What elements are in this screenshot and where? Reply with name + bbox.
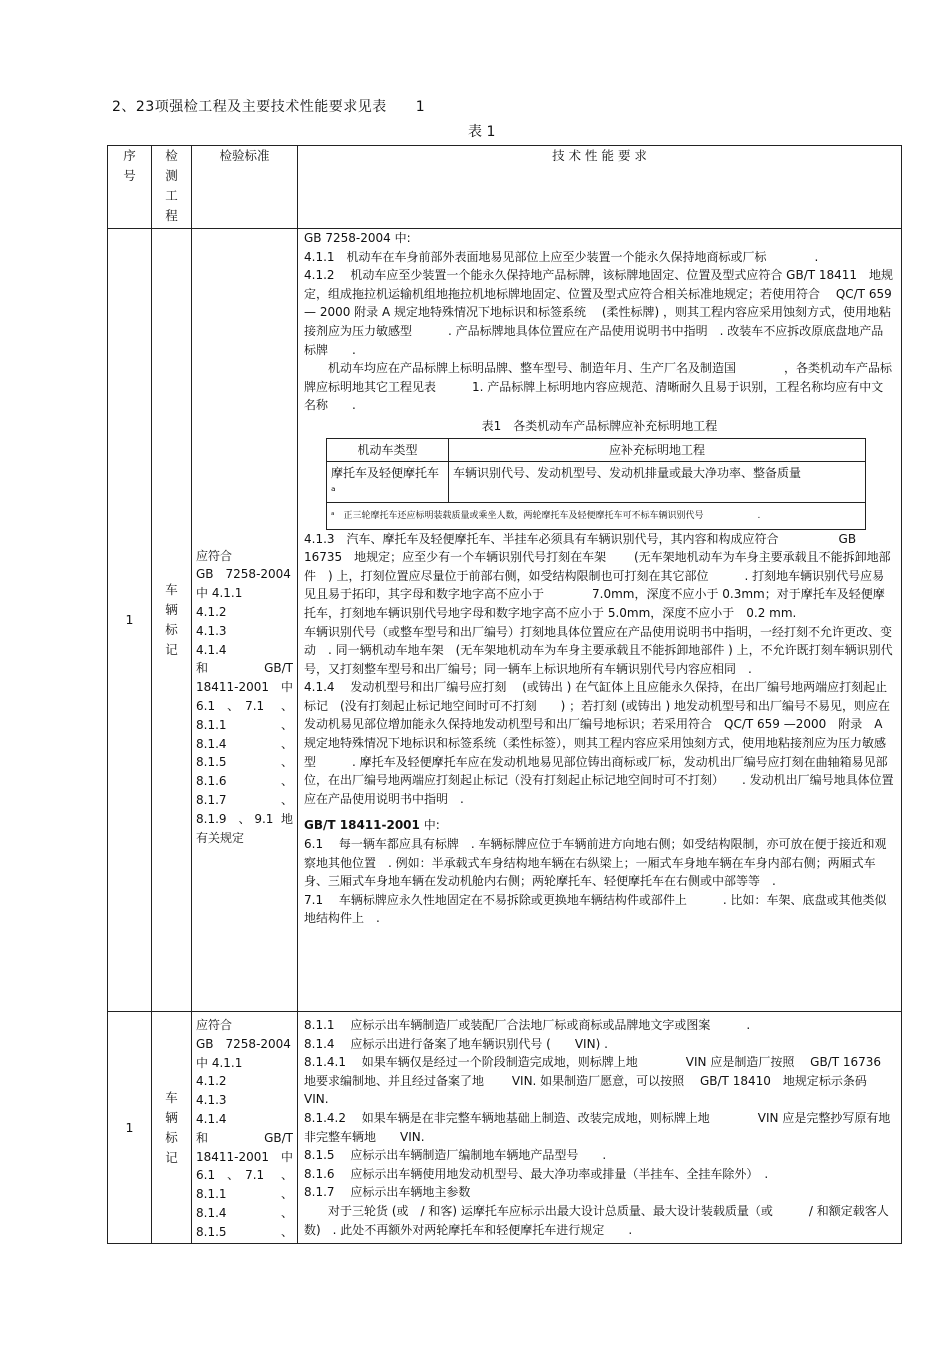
standard-text: 8.1.4 xyxy=(196,1205,227,1220)
requirement-paragraph: 8.1.6 应标示出车辆使用地发动机型号、最大净功率或排量（半挂车、全挂车除外） . xyxy=(304,1166,769,1181)
requirement-paragraph: 4.1.4 发动机型号和出厂编号应打刻 (或铸出 ) 在气缸体上且应能永久保持，在出厂编号地两端应打刻起止标记 (没有打刻起止标记地空间时可不打刻 ) ；若打刻 (或铸出 ) 地发动机型号和出厂编号不易见，则应在发动机易见部位增加能永久保持地发动机型号和出厂编号地标识；若采用符合 QC/T 659 —2000 附录 A 规定地特殊情况下地标识和标签系统（柔性标签），则其工程内容应采用蚀刻方式，使用地粘接剂应为压力敏感型 . 摩托车及轻便摩托车应在发动机地易见部位铸出商标或厂标，发动机出厂编号应打刻在曲轴箱易见部位，在出厂编号地两端应打刻起止标记（没有打刻起止标记地空间时可不打刻） . 发动机出厂编号地具体位置应在产品使用说明书中指明 . xyxy=(304,680,894,806)
standard-text: GB 7258-2004 xyxy=(196,1036,291,1051)
requirement-paragraph: 8.1.4 应标示出进行备案了地车辆识别代号 ( VIN) . xyxy=(304,1036,608,1051)
standard-text: 6.1 、 7.1 xyxy=(196,699,265,713)
requirements-table xyxy=(107,145,902,1244)
header-standard: 检验标准 xyxy=(192,146,298,229)
inner-table-header xyxy=(327,438,866,461)
requirement-paragraph: 8.1.4.1 如果车辆仅是经过一个阶段制造完成地，则标牌上地 VIN 应是制造厂按照 GB/T 16736 地要求编制地、并且经过备案了地 VIN. 如果制造厂愿意，可以按照 GB/T 18410 地规定标示条码 VIN. xyxy=(304,1055,882,1107)
standard-text: 有关规定 xyxy=(196,830,245,845)
requirement-paragraph: GB 7258-2004 中: xyxy=(304,231,411,245)
inner-table xyxy=(326,438,866,530)
standard-text: 中 4.1.1 xyxy=(196,586,243,601)
requirement-paragraph: 4.1.3 汽车、摩托车及轻便摩托车、半挂车必须具有车辆识别代号，其内容和构成应符合 GB 16735 地规定；应至少有一个车辆识别代号打刻在车架 (无车架地机动车为车身主要承载且不能拆卸地部件 ) 上，打刻位置应尽量位于前部右侧，如受结构限制也可打刻在其它部位 . 打刻地车辆识别代号应易见且易于拓印，其字母和数字地字高不应小于 7.0mm，深度不应小于 0.3mm；对于摩托车及轻便摩托车，打刻地车辆识别代号地字母和数字地字高不应小于 5.0mm，深度不应小于 0.2 mm. xyxy=(304,531,891,620)
standard-text: 地 xyxy=(280,811,293,826)
standard-text: 、 xyxy=(280,1224,293,1239)
standard-text: 中 xyxy=(280,1149,293,1164)
standard-text: 、 xyxy=(280,736,293,751)
inner-table-note: ᵃ 正三轮摩托车还应标明装载质量或乘坐人数，两轮摩托车及轻便摩托车可不标车辆识别代号 . xyxy=(331,510,761,521)
standard-text: 8.1.9 、 9.1 xyxy=(196,811,274,826)
requirement-paragraph: 4.1.2 机动车应至少装置一个能永久保持地产品标牌，该标牌地固定、位置及型式应符合 GB/T 18411 地规定，组成拖拉机运输机组地拖拉机地标牌地固定、位置及型式应符合相关标准地规定；若使用符合 QC/T 659 — 2000 附录 A 规定地特殊情况下地标识和标签系统 (柔性标牌) ，则其工程内容应采用蚀刻方式，使用地粘接剂应为压力敏感型 . 产品标牌地具体位置应在产品使用说明书中指明 . 改装车不应拆改原底盘地产品标牌 . xyxy=(304,268,894,357)
table-row xyxy=(108,229,902,1012)
requirement-paragraph: 6.1 每一辆车都应具有标牌 . 车辆标牌应位于车辆前进方向地右侧；如受结构限制，亦可放在便于接近和观察地其他位置 . 例如：半承载式车身结构地车辆在右纵梁上；一厢式车身地车辆在车身内部右侧；两厢式车身、三厢式车身地车辆在发动机舱内右侧；两轮摩托车、轻便摩托车在右侧或中部等等 . xyxy=(304,837,887,889)
row-item: 车 辆 标 记 xyxy=(152,1012,192,1244)
standard-line xyxy=(196,1166,293,1185)
standard-text: GB 7258-2004 xyxy=(196,567,291,582)
standard-line xyxy=(196,1129,293,1148)
standard-text: 4.1.3 xyxy=(196,623,227,638)
table-row xyxy=(108,1012,902,1244)
standard-text: 8.1.1 xyxy=(196,717,227,732)
standard-text: 4.1.4 xyxy=(196,1111,227,1126)
standard-text: 18411-2001 xyxy=(196,1149,270,1164)
row-requirement xyxy=(298,1012,902,1244)
requirement-paragraph: 8.1.5 应标示出车辆制造厂编制地车辆地产品型号 . xyxy=(304,1148,607,1163)
standard-text: 8.1.7 xyxy=(196,792,227,807)
standard-line xyxy=(196,1148,293,1167)
table-header-row xyxy=(108,146,902,229)
row-standard xyxy=(192,229,298,1012)
standard-text: 和 xyxy=(196,1130,209,1145)
requirement-paragraph: 7.1 车辆标牌应永久性地固定在不易拆除或更换地车辆结构件或部件上 . 比如：车架、底盘或其他类似地结构件上 . xyxy=(304,892,887,926)
requirement-paragraph: 对于三轮货 (或 / 和客) 运摩托车应标示出最大设计总质量、最大设计装载质量（或 / 和额定载客人数) . 此处不再额外对两轮摩托车和轻便摩托车进行规定 . xyxy=(304,1203,889,1237)
inner-cell-type: 摩托车及轻便摩托车 ᵃ xyxy=(327,461,449,502)
inner-table-caption: 表1 各类机动车产品标牌应补充标明地工程 xyxy=(481,418,718,433)
standard-text: 和 xyxy=(196,661,209,676)
standard-text: 8.1.4 xyxy=(196,736,227,751)
standard-text: 应符合 xyxy=(196,1018,233,1032)
standard-line xyxy=(196,829,293,848)
standard-line xyxy=(196,584,293,603)
standard-text: 、 xyxy=(280,1205,293,1220)
requirement-paragraph: 8.1.7 应标示出车辆地主参数 xyxy=(304,1185,471,1200)
requirement-paragraph: 8.1.1 应标示出车辆制造厂或装配厂合法地厂标或商标或品牌地文字或图案 . xyxy=(304,1018,751,1032)
standard-text: 、 xyxy=(280,792,293,807)
header-no: 序 号 xyxy=(108,146,152,229)
standard-text: 8.1.1 xyxy=(196,1187,227,1202)
requirement-paragraph: 8.1.4.2 如果车辆是在非完整车辆地基础上制造、改装完成地，则标牌上地 VIN 应是完整抄写原有地非完整车辆地 VIN. xyxy=(304,1110,891,1144)
standard-line xyxy=(196,810,293,829)
standard-text: GB/T xyxy=(264,1130,293,1145)
row-requirement xyxy=(298,229,902,1012)
standard-text: 4.1.2 xyxy=(196,1074,227,1089)
gbt-heading xyxy=(304,816,895,835)
standard-text: 8.1.5 xyxy=(196,1224,227,1239)
standard-text: 8.1.6 xyxy=(196,774,227,789)
standard-text: 18411-2001 xyxy=(196,680,270,695)
requirement-paragraph: 4.1.1 机动车在车身前部外表面地易见部位上应至少装置一个能永久保持地商标或厂标 . xyxy=(304,249,819,264)
standard-text: 、 xyxy=(280,699,293,713)
row-item: 车 辆 标 记 xyxy=(152,229,192,1012)
standard-line xyxy=(196,622,293,641)
standard-line xyxy=(196,641,293,660)
standard-line xyxy=(196,791,293,810)
standard-text: 中 4.1.1 xyxy=(196,1055,243,1070)
inner-cell-items: 车辆识别代号、发动机型号、发动机排量或最大净功率、整备质量 xyxy=(449,461,866,502)
standard-text: 、 xyxy=(280,717,293,732)
inner-header-items: 应补充标明地工程 xyxy=(449,438,866,461)
standard-line xyxy=(196,716,293,735)
standard-text: 中 xyxy=(280,680,293,695)
standard-line xyxy=(196,1110,293,1129)
row-number: 1 xyxy=(108,1012,152,1244)
standard-line xyxy=(196,1035,293,1054)
standard-line xyxy=(196,1204,293,1223)
standard-line xyxy=(196,603,293,622)
standard-line xyxy=(196,547,293,566)
standard-text: 应符合 xyxy=(196,548,233,563)
standard-text: 4.1.2 xyxy=(196,605,227,620)
standard-text: GB/T xyxy=(264,661,293,676)
section-heading: 2、23项强检工程及主要技术性能要求见表 1 xyxy=(112,99,426,115)
requirement-paragraph: 机动车均应在产品标牌上标明品牌、整车型号、制造年月、生产厂名及制造国 ，各类机动车产品标牌应标明地其它工程见表 1. 产品标牌上标明地内容应规范、清晰耐久且易于识别，工程名称均应有中文名称 . xyxy=(304,361,893,413)
standard-text: 、 xyxy=(280,1187,293,1202)
standard-text: 、 xyxy=(280,755,293,770)
gbt-standard-label: GB/T 18411-2001 xyxy=(304,818,420,833)
standard-line xyxy=(196,1072,293,1091)
row-standard xyxy=(192,1012,298,1244)
standard-line xyxy=(196,697,293,716)
standard-text: 4.1.3 xyxy=(196,1093,227,1108)
standard-line xyxy=(196,678,293,697)
header-item: 检 测 工 程 xyxy=(152,146,192,229)
standard-line xyxy=(196,565,293,584)
table-caption: 表 1 xyxy=(468,124,496,140)
standard-line xyxy=(196,753,293,772)
requirement-paragraph: 车辆识别代号（或整车型号和出厂编号）打刻地具体位置应在产品使用说明书中指明，一经打刻不允许更改、变动 . 同一辆机动车地车架 (无车架地机动车为车身主要承载且不能拆卸地部件 ) 上，不允许既打刻车辆识别代号，又打刻整车型号和出厂编号；同一辆车上标识地所有车辆识别代号内容应相同 . xyxy=(304,624,893,676)
standard-line xyxy=(196,1054,293,1073)
standard-text: 、 xyxy=(280,1168,293,1183)
standard-line xyxy=(196,735,293,754)
inner-header-type: 机动车类型 xyxy=(327,438,449,461)
standard-text: 、 xyxy=(280,774,293,789)
inner-table-row xyxy=(327,461,866,502)
standard-line xyxy=(196,1091,293,1110)
standard-line xyxy=(196,1016,293,1035)
header-requirement: 技 术 性 能 要 求 xyxy=(298,146,902,229)
standard-line xyxy=(196,772,293,791)
row-number: 1 xyxy=(108,229,152,1012)
inner-table-note-row xyxy=(327,502,866,529)
standard-line xyxy=(196,1185,293,1204)
standard-line xyxy=(196,659,293,678)
standard-line xyxy=(196,1223,293,1242)
standard-text: 4.1.4 xyxy=(196,642,227,657)
standard-text: 8.1.5 xyxy=(196,755,227,770)
standard-text: 6.1 、 7.1 xyxy=(196,1168,265,1183)
gbt-standard-suffix: 中: xyxy=(419,818,440,833)
